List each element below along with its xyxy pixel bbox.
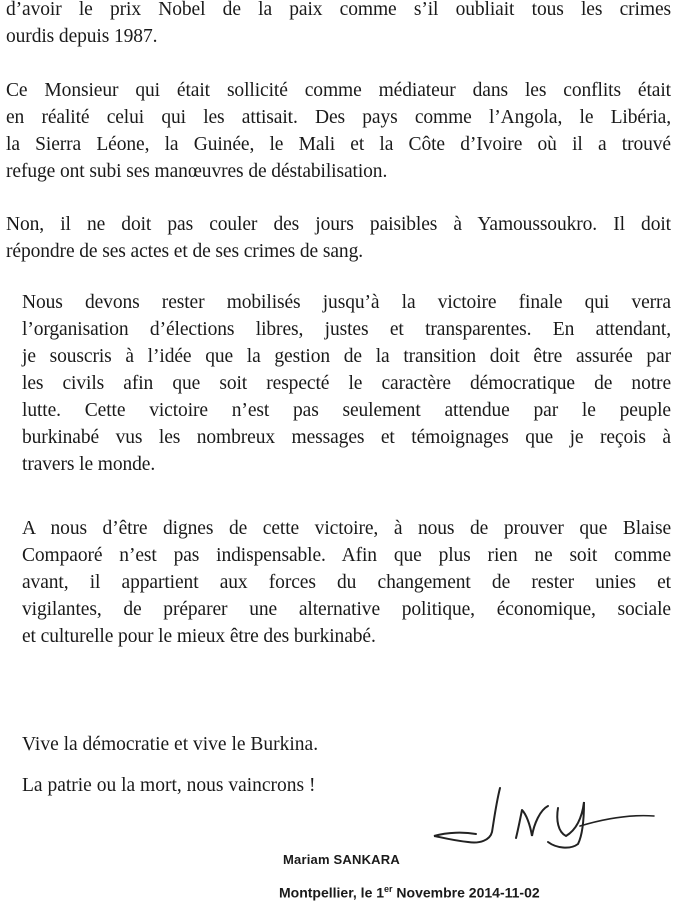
paragraph-1 [6, 0, 671, 50]
text-line: burkinabé vus les nombreux messages et témoignages que je reçois à [22, 427, 671, 448]
paragraph-3 [6, 211, 671, 265]
text-line: répondre de ses actes et de ses crimes de sang. [6, 241, 363, 262]
place-date [279, 884, 540, 901]
text-line: ourdis depuis 1987. [6, 26, 158, 47]
text-line: en réalité celui qui les attisait. Des pays comme l’Angola, le Libéria, [6, 107, 671, 128]
text-line: avant, il appartient aux forces du changement de rester unies et [22, 572, 671, 593]
text-line: je souscris à l’idée que la gestion de la transition doit être assurée par [22, 346, 671, 367]
paragraph-2 [6, 77, 671, 185]
closing-line-2: La patrie ou la mort, nous vaincrons ! [22, 775, 316, 796]
text-line: Ce Monsieur qui était sollicité comme médiateur dans les conflits était [6, 80, 671, 101]
place-date-suffix: Novembre 2014-11-02 [392, 884, 540, 901]
signatory-name: Mariam SANKARA [283, 852, 400, 867]
text-line: la Sierra Léone, la Guinée, le Mali et la Côte d’Ivoire où il a trouvé [6, 134, 671, 155]
text-line: l’organisation d’élections libres, justes et transparentes. En attendant, [22, 319, 671, 340]
text-line: les civils afin que soit respecté le caractère démocratique de notre [22, 373, 671, 394]
text-line: travers le monde. [22, 454, 156, 475]
text-line: A nous d’être dignes de cette victoire, à nous de prouver que Blaise [22, 518, 671, 539]
paragraph-5 [22, 515, 671, 650]
text-line: Nous devons rester mobilisés jusqu’à la victoire finale qui verra [22, 292, 671, 313]
text-line: refuge ont subi ses manœuvres de déstabilisation. [6, 161, 388, 182]
closing-line-1: Vive la démocratie et vive le Burkina. [22, 734, 319, 755]
place-date-prefix: Montpellier, le 1 [279, 884, 385, 901]
text-line: Compaoré n’est pas indispensable. Afin que plus rien ne soit comme [22, 545, 671, 566]
text-line: Non, il ne doit pas couler des jours paisibles à Yamoussoukro. Il doit [6, 214, 671, 235]
ordinal-suffix: er [384, 884, 393, 894]
text-line: d’avoir le prix Nobel de la paix comme s’il oubliait tous les crimes [6, 0, 671, 20]
paragraph-4 [22, 289, 671, 478]
text-line: vigilantes, de préparer une alternative politique, économique, sociale [22, 599, 671, 620]
handwritten-signature [430, 780, 660, 850]
text-line: lutte. Cette victoire n’est pas seulement attendue par le peuple [22, 400, 671, 421]
text-line: et culturelle pour le mieux être des burkinabé. [22, 626, 376, 647]
